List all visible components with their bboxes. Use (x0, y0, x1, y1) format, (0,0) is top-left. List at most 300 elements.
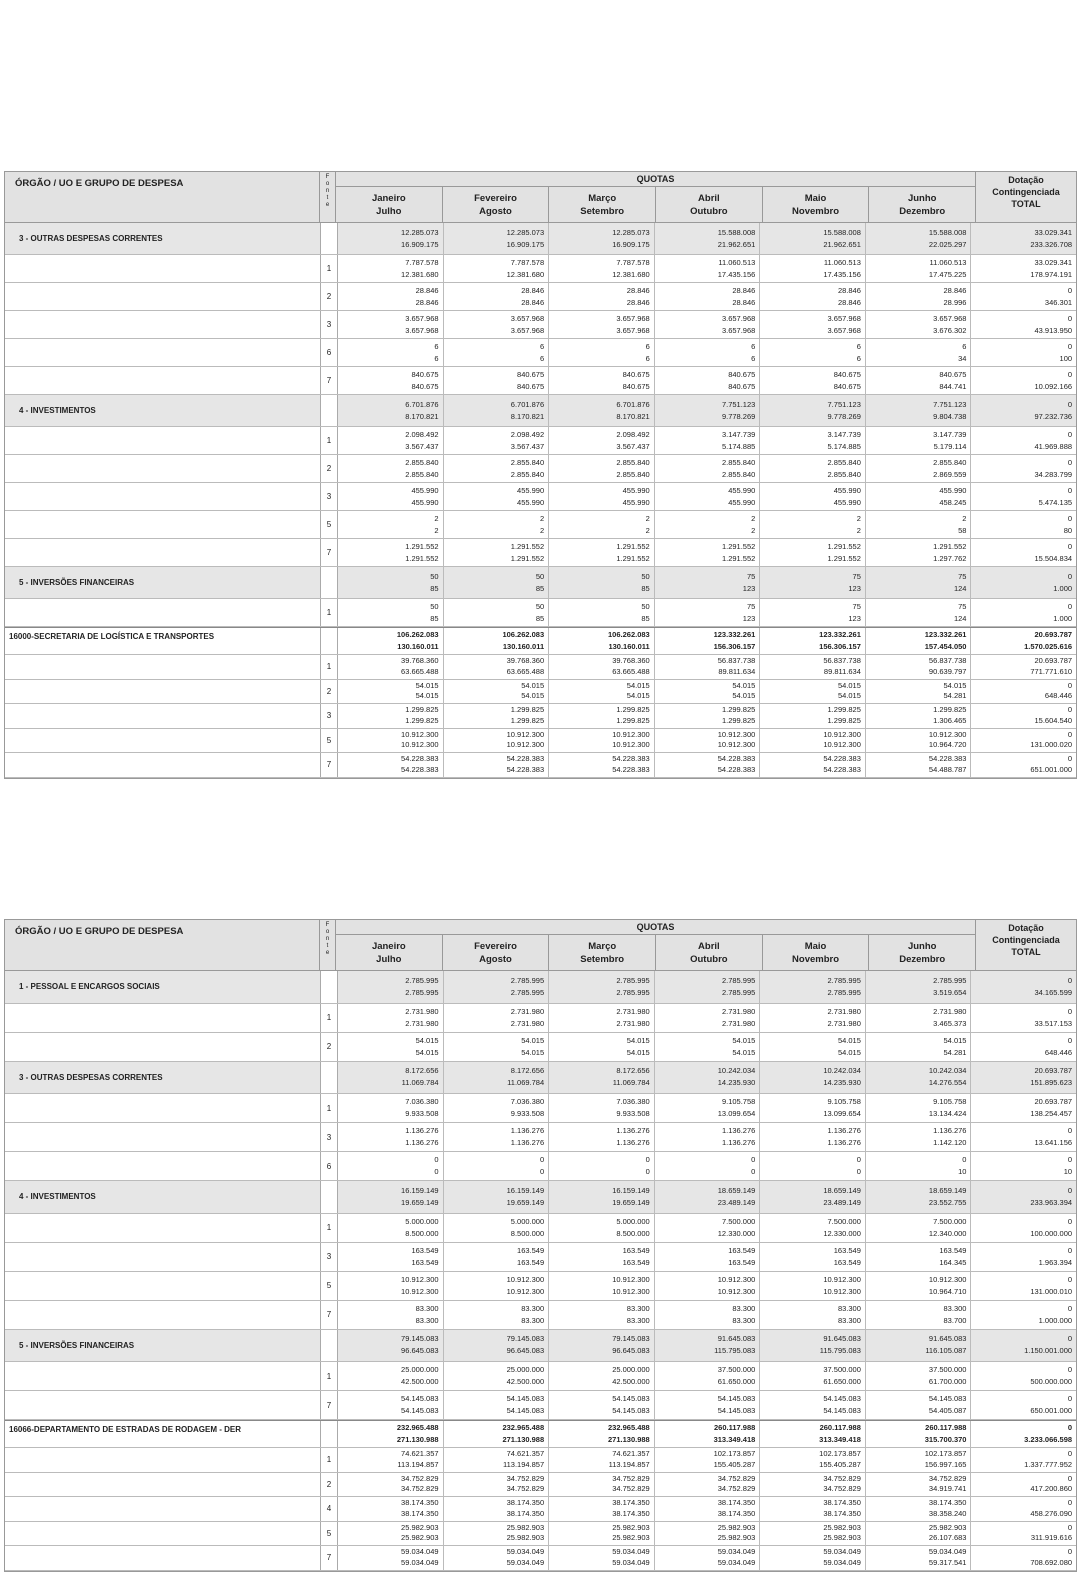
quota-cell (760, 628, 866, 654)
value-second-semester: 130.160.011 (608, 642, 650, 651)
value-first-semester: 9.105.758 (721, 1097, 756, 1106)
quota-cell (866, 339, 972, 366)
quota-cell (655, 1214, 761, 1242)
value-first-semester: 75 (746, 571, 756, 581)
value-first-semester: 11.060.513 (823, 257, 861, 267)
value-second-semester: 34.919.741 (928, 1484, 967, 1494)
row-label (5, 1497, 320, 1521)
value-first-semester: 1.291.552 (405, 541, 439, 551)
fonte-letter: e (325, 202, 330, 208)
value-second-semester: 164.345 (939, 1257, 967, 1267)
value-first-semester: 10.912.300 (717, 1274, 756, 1284)
value-second-semester: 11.069.784 (401, 1078, 439, 1088)
value-second-semester: 12.381.680 (612, 269, 650, 279)
value-first-semester: 1.291.552 (616, 541, 650, 551)
quota-cell (549, 483, 655, 510)
quota-cell (549, 971, 655, 1003)
value-second-semester: 16.909.175 (612, 239, 650, 249)
quota-cell (655, 1272, 761, 1300)
quota-cell (655, 283, 761, 310)
value-first-semester: 10.242.034 (717, 1066, 756, 1076)
quota-cell (760, 1391, 866, 1419)
quota-cell (549, 1272, 655, 1300)
value-first-semester: 6 (645, 341, 650, 351)
quota-cell (338, 567, 444, 598)
value-second-semester: 455.990 (411, 497, 439, 507)
value-second-semester: 8.500.000 (405, 1228, 439, 1238)
value-first-semester: 123.332.261 (924, 630, 967, 639)
value-first-semester: 0 (1067, 571, 1073, 581)
quota-cell (444, 1391, 550, 1419)
value-first-semester: 232.965.488 (502, 1423, 545, 1432)
value-second-semester: 9.778.269 (721, 411, 756, 421)
quota-cell (760, 1123, 866, 1151)
quota-cell (338, 1214, 444, 1242)
value-first-semester: 7.036.380 (616, 1097, 650, 1106)
value-second-semester: 6 (645, 353, 650, 363)
value-first-semester: 34.752.829 (928, 1473, 967, 1483)
value-second-semester: 6 (856, 353, 861, 363)
quota-cell (444, 367, 550, 394)
quota-cell (549, 255, 655, 282)
value-first-semester: 54.015 (626, 680, 650, 690)
value-second-semester: 9.778.269 (827, 411, 861, 421)
value-second-semester: 59.034.049 (506, 1557, 545, 1567)
month-second-half: Agosto (479, 953, 512, 965)
value-first-semester: 0 (1067, 705, 1073, 715)
quota-cell (760, 367, 866, 394)
value-second-semester: 5.174.885 (827, 441, 861, 451)
month-second-half: Setembro (580, 205, 625, 217)
value-second-semester: 63.665.488 (401, 666, 439, 676)
quota-cell (655, 1033, 761, 1061)
value-first-semester: 37.500.000 (823, 1365, 861, 1374)
quota-cell (760, 1033, 866, 1061)
value-first-semester: 59.034.049 (506, 1547, 545, 1557)
month-second-half: Dezembro (899, 205, 946, 217)
value-first-semester: 3.657.968 (827, 313, 861, 323)
month-first-half: Março (588, 192, 617, 204)
source-row (5, 1214, 1076, 1243)
value-first-semester: 3.147.739 (827, 429, 861, 439)
value-second-semester: 3.519.654 (933, 987, 967, 997)
value-first-semester: 2.785.995 (405, 975, 439, 985)
source-row (5, 1004, 1076, 1033)
quota-cell (338, 339, 444, 366)
value-first-semester: 455.990 (622, 485, 650, 495)
value-first-semester: 34.752.829 (823, 1473, 861, 1483)
total-header-line: TOTAL (1011, 947, 1041, 957)
quota-cell (866, 283, 972, 310)
total-cell (971, 1497, 1076, 1521)
value-second-semester: 13.641.156 (1034, 1138, 1073, 1147)
quota-cell (444, 655, 550, 679)
quota-cell (655, 1330, 761, 1362)
fonte-code: 7 (320, 753, 338, 777)
quota-cell (549, 1243, 655, 1271)
value-first-semester: 102.173.857 (713, 1449, 756, 1459)
value-second-semester: 2.869.559 (933, 469, 967, 479)
value-first-semester: 840.675 (833, 369, 861, 379)
value-second-semester: 271.130.988 (502, 1435, 545, 1444)
value-second-semester: 54.015 (626, 691, 650, 701)
quota-cell (760, 427, 866, 454)
value-first-semester: 18.659.149 (928, 1185, 967, 1195)
value-first-semester: 840.675 (517, 369, 545, 379)
value-first-semester: 1.291.552 (510, 541, 545, 551)
fonte-code (320, 1330, 338, 1362)
value-first-semester: 0 (1067, 369, 1073, 379)
total-cell (971, 1033, 1076, 1061)
value-first-semester: 123.332.261 (819, 630, 861, 639)
row-label: 5 - INVERSÕES FINANCEIRAS (5, 567, 320, 598)
value-second-semester: 2.785.995 (721, 987, 756, 997)
value-first-semester: 54.015 (943, 680, 967, 690)
quota-cell (549, 1004, 655, 1032)
month-header (656, 935, 763, 970)
quota-cell (444, 255, 550, 282)
value-first-semester: 10.912.300 (401, 729, 439, 739)
value-first-semester: 25.982.903 (506, 1522, 545, 1532)
quota-cell (549, 1214, 655, 1242)
value-first-semester: 38.174.350 (401, 1498, 439, 1508)
quota-cell (760, 1272, 866, 1300)
quota-cell (760, 339, 866, 366)
total-cell (971, 1362, 1076, 1390)
value-second-semester: 59.034.049 (612, 1557, 650, 1567)
value-first-semester: 2.098.492 (616, 429, 650, 439)
quota-cell (655, 1123, 761, 1151)
quota-cell (444, 1152, 550, 1180)
value-second-semester: 10 (1063, 1167, 1073, 1176)
value-second-semester: 2.855.840 (405, 469, 439, 479)
value-second-semester: 26.107.683 (928, 1533, 967, 1543)
value-second-semester: 2 (751, 525, 756, 535)
value-second-semester: 9.933.508 (616, 1109, 650, 1118)
quota-cell (760, 1522, 866, 1546)
total-cell (971, 311, 1076, 338)
source-row (5, 1301, 1076, 1330)
value-second-semester: 10.912.300 (823, 1286, 861, 1296)
value-first-semester: 6 (962, 341, 967, 351)
value-first-semester: 0 (1067, 1035, 1073, 1045)
value-first-semester: 38.174.350 (612, 1498, 650, 1508)
value-first-semester: 0 (1067, 1522, 1073, 1532)
value-second-semester: 12.381.680 (506, 269, 545, 279)
value-first-semester: 10.912.300 (612, 1274, 650, 1284)
value-second-semester: 2.731.980 (510, 1018, 545, 1028)
value-first-semester: 0 (1067, 1006, 1073, 1016)
fonte-code (320, 567, 338, 598)
quota-cell (866, 1152, 972, 1180)
source-row (5, 1123, 1076, 1152)
source-row (5, 1497, 1076, 1522)
value-second-semester: 1.136.276 (616, 1138, 650, 1147)
row-label (5, 1272, 320, 1300)
quota-cell (866, 1272, 972, 1300)
value-first-semester: 0 (1067, 601, 1073, 611)
quota-cell (655, 704, 761, 728)
month-first-half: Janeiro (371, 192, 406, 204)
value-first-semester: 25.000.000 (506, 1365, 545, 1374)
source-row (5, 729, 1076, 754)
value-second-semester: 1.000.000 (1038, 1315, 1073, 1325)
value-first-semester: 0 (1067, 1449, 1073, 1459)
value-first-semester: 54.015 (943, 1035, 967, 1045)
total-cell (971, 628, 1076, 654)
total-header-line: Dotação (1008, 923, 1044, 933)
quota-cell (338, 367, 444, 394)
quota-cell (549, 1391, 655, 1419)
quota-cell (760, 539, 866, 566)
value-second-semester: 8.170.821 (616, 411, 650, 421)
quota-cell (655, 483, 761, 510)
value-first-semester: 106.262.083 (502, 630, 545, 639)
fonte-code: 7 (320, 1301, 338, 1329)
value-first-semester: 2.855.840 (510, 457, 545, 467)
fonte-code: 1 (320, 1362, 338, 1390)
value-second-semester: 14.276.554 (928, 1078, 967, 1088)
value-second-semester: 5.474.135 (1038, 497, 1073, 507)
value-second-semester: 10.912.300 (401, 740, 439, 750)
total-cell (971, 483, 1076, 510)
value-first-semester: 34.752.829 (401, 1473, 439, 1483)
month-first-half: Abril (698, 940, 720, 952)
value-first-semester: 54.228.383 (506, 754, 545, 764)
value-second-semester: 85 (535, 583, 545, 593)
quota-cell (866, 1362, 972, 1390)
value-second-semester: 1.291.552 (510, 553, 545, 563)
quota-cell (549, 223, 655, 254)
total-cell (971, 1330, 1076, 1362)
quota-cell (760, 704, 866, 728)
value-second-semester: 455.990 (728, 497, 756, 507)
quota-cell (444, 1243, 550, 1271)
value-first-semester: 2.855.840 (827, 457, 861, 467)
row-label: 16066-DEPARTAMENTO DE ESTRADAS DE RODAGEM - DER (9, 1425, 242, 1434)
quota-cell (549, 1152, 655, 1180)
value-second-semester: 85 (535, 613, 545, 623)
row-label (5, 680, 320, 704)
quota-cell (338, 483, 444, 510)
quota-cell (760, 1421, 866, 1447)
value-first-semester: 2 (434, 513, 439, 523)
total-cell (971, 1214, 1076, 1242)
value-first-semester: 1.299.825 (616, 705, 650, 715)
value-first-semester: 79.145.083 (506, 1334, 545, 1344)
quota-cell (866, 753, 972, 777)
value-second-semester: 1.299.825 (510, 715, 545, 725)
value-first-semester: 2 (856, 513, 861, 523)
value-first-semester: 2.855.840 (405, 457, 439, 467)
fonte-code: 7 (320, 1391, 338, 1419)
quota-cell (549, 1473, 655, 1497)
value-first-semester: 34.752.829 (612, 1473, 650, 1483)
quota-cell (444, 311, 550, 338)
value-second-semester: 1.136.276 (510, 1138, 545, 1147)
value-second-semester: 42.500.000 (612, 1377, 650, 1386)
quota-cell (655, 1391, 761, 1419)
value-first-semester: 54.228.383 (612, 754, 650, 764)
quota-cell (866, 223, 972, 254)
quota-cell (760, 971, 866, 1003)
value-second-semester: 6 (539, 353, 545, 363)
value-second-semester: 1.142.120 (933, 1138, 967, 1147)
value-second-semester: 25.982.903 (717, 1533, 756, 1543)
fonte-code: 1 (320, 1094, 338, 1122)
value-second-semester: 1.570.025.616 (1024, 642, 1073, 651)
quota-cell (760, 511, 866, 538)
value-first-semester: 25.982.903 (928, 1522, 967, 1532)
value-second-semester: 10.912.300 (717, 1286, 756, 1296)
value-first-semester: 12.285.073 (506, 227, 545, 237)
value-second-semester: 83.300 (521, 1315, 545, 1325)
quota-cell (444, 1362, 550, 1390)
value-first-semester: 163.549 (411, 1245, 439, 1255)
value-first-semester: 10.242.034 (823, 1066, 861, 1076)
value-second-semester: 3.567.437 (405, 441, 439, 451)
source-row (5, 1362, 1076, 1391)
value-first-semester: 0 (1067, 429, 1073, 439)
value-second-semester: 38.174.350 (823, 1508, 861, 1518)
value-first-semester: 11.060.513 (929, 257, 967, 267)
value-second-semester: 1.299.825 (616, 715, 650, 725)
month-header (869, 935, 975, 970)
quota-cell (655, 511, 761, 538)
value-first-semester: 0 (1067, 457, 1073, 467)
fonte-code: 1 (320, 599, 338, 626)
value-second-semester: 54.145.083 (612, 1406, 650, 1415)
fonte-code (320, 1062, 338, 1094)
value-first-semester: 20.693.787 (1034, 656, 1073, 666)
value-first-semester: 54.228.383 (717, 754, 756, 764)
value-second-semester: 6 (434, 353, 439, 363)
quota-cell (444, 628, 550, 654)
total-cell (971, 753, 1076, 777)
quota-cell (760, 1062, 866, 1094)
value-first-semester: 56.837.738 (928, 656, 967, 666)
value-second-semester: 34 (958, 353, 967, 363)
quota-cell (655, 1243, 761, 1271)
total-column-header (976, 920, 1076, 970)
quota-cell (444, 1033, 550, 1061)
fonte-letter: F (325, 922, 330, 928)
value-second-semester: 89.811.634 (718, 666, 756, 676)
value-second-semester: 15.504.834 (1034, 553, 1073, 563)
value-first-semester: 54.228.383 (823, 754, 861, 764)
value-first-semester: 8.172.656 (510, 1066, 545, 1076)
value-second-semester: 1.000 (1053, 613, 1073, 623)
quota-cell (866, 427, 972, 454)
value-first-semester: 6 (434, 341, 439, 351)
value-second-semester: 54.015 (521, 691, 545, 701)
total-cell (971, 1473, 1076, 1497)
source-row (5, 1448, 1076, 1473)
value-first-semester: 0 (1067, 975, 1073, 985)
value-second-semester: 648.446 (1044, 1047, 1073, 1057)
value-second-semester: 54.405.087 (928, 1406, 967, 1415)
value-second-semester: 163.549 (728, 1257, 756, 1267)
quota-cell (549, 1497, 655, 1521)
quota-cell (655, 255, 761, 282)
value-first-semester: 2.731.980 (616, 1006, 650, 1016)
value-second-semester: 12.381.680 (401, 269, 439, 279)
value-first-semester: 1.291.552 (933, 541, 967, 551)
quota-cell (760, 729, 866, 753)
quota-cell (866, 1448, 972, 1472)
quota-cell (866, 1243, 972, 1271)
value-second-semester: 85 (641, 583, 650, 593)
value-second-semester: 80 (1063, 525, 1073, 535)
value-first-semester: 54.015 (415, 680, 439, 690)
value-first-semester: 37.500.000 (717, 1365, 756, 1374)
value-first-semester: 54.145.083 (612, 1394, 650, 1403)
value-second-semester: 313.349.418 (713, 1435, 756, 1444)
value-second-semester: 63.665.488 (612, 666, 650, 676)
value-first-semester: 7.036.380 (405, 1097, 439, 1106)
source-row (5, 753, 1076, 778)
quota-table-1 (4, 171, 1077, 779)
quota-cell (549, 704, 655, 728)
quota-cell (444, 567, 550, 598)
row-label: 16000-SECRETARIA DE LOGÍSTICA E TRANSPORTES (9, 632, 215, 641)
row-label (5, 455, 320, 482)
total-header-line: Dotação (1008, 175, 1044, 185)
value-first-semester: 840.675 (728, 369, 756, 379)
value-second-semester: 54.015 (415, 1047, 439, 1057)
quota-cell (655, 395, 761, 426)
value-second-semester: 34.752.829 (823, 1484, 861, 1494)
value-first-semester: 16.159.149 (401, 1185, 439, 1195)
quota-cell (760, 1243, 866, 1271)
month-headers (336, 935, 975, 970)
value-first-semester: 0 (962, 1155, 967, 1164)
value-second-semester: 651.001.000 (1030, 764, 1073, 774)
value-first-semester: 0 (1067, 1216, 1073, 1226)
quotas-title: QUOTAS (336, 172, 975, 187)
value-second-semester: 61.700.000 (928, 1377, 967, 1386)
value-first-semester: 12.285.073 (612, 227, 650, 237)
value-second-semester: 10.912.300 (506, 1286, 545, 1296)
total-cell (971, 1448, 1076, 1472)
organ-total-row (5, 627, 1076, 655)
value-first-semester: 25.982.903 (401, 1522, 439, 1532)
value-second-semester: 123 (848, 613, 861, 623)
quota-cell (444, 1497, 550, 1521)
value-second-semester: 54.488.787 (928, 764, 967, 774)
total-cell (971, 1123, 1076, 1151)
quota-cell (338, 1421, 444, 1447)
value-second-semester: 59.034.049 (401, 1557, 439, 1567)
value-second-semester: 458.245 (939, 497, 967, 507)
source-row (5, 1522, 1076, 1547)
quota-cell (866, 599, 972, 626)
value-second-semester: 54.228.383 (506, 764, 545, 774)
quota-cell (444, 1214, 550, 1242)
quota-cell (338, 655, 444, 679)
quota-cell (760, 1004, 866, 1032)
month-header (763, 935, 870, 970)
quota-cell (760, 599, 866, 626)
quota-cell (760, 1362, 866, 1390)
value-second-semester: 10.964.710 (928, 1286, 967, 1296)
value-second-semester: 34.283.799 (1034, 469, 1073, 479)
total-cell (971, 283, 1076, 310)
value-second-semester: 1.963.394 (1038, 1257, 1073, 1267)
quota-cell (866, 311, 972, 338)
value-second-semester: 13.099.654 (717, 1109, 756, 1118)
value-first-semester: 83.300 (837, 1303, 861, 1313)
